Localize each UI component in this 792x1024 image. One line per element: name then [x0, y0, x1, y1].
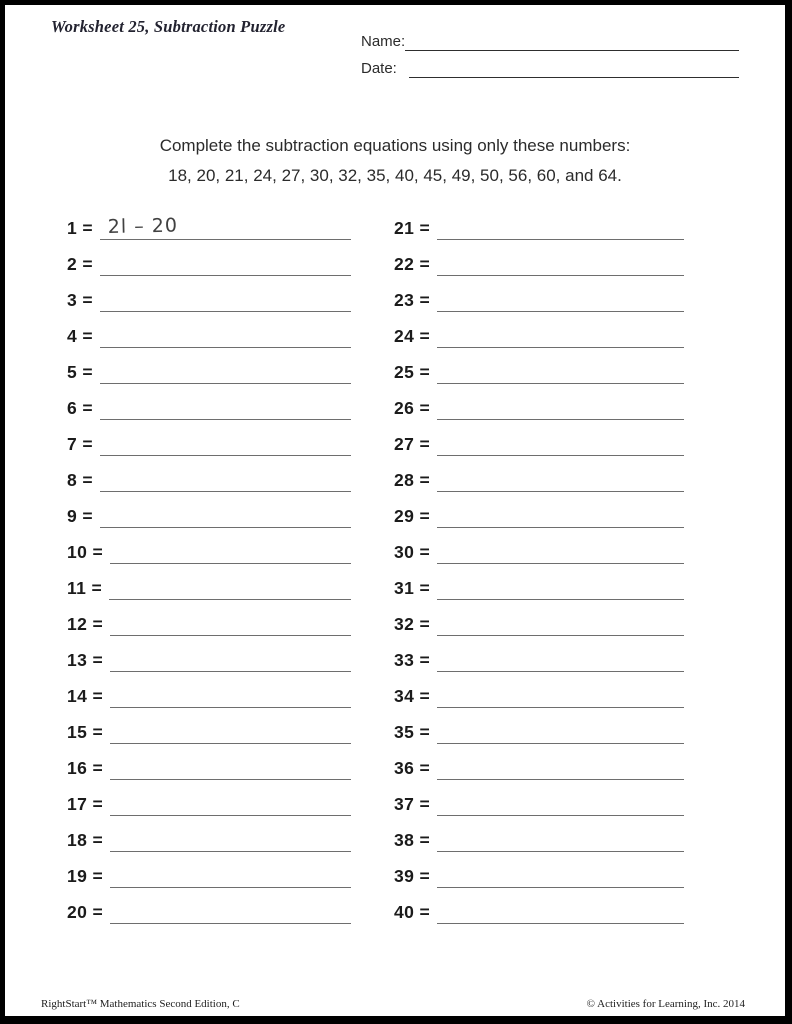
equation-row: [67, 209, 351, 245]
equation-row: [394, 821, 684, 857]
answer-blank-line[interactable]: [110, 681, 351, 708]
equation-row: [394, 605, 684, 641]
answer-blank-line[interactable]: [100, 213, 351, 240]
answer-blank-line[interactable]: [437, 393, 684, 420]
equation-row: [394, 281, 684, 317]
equation-row: [67, 497, 351, 533]
answer-blank-line[interactable]: [437, 825, 684, 852]
footer-edition-text: RightStart™ Mathematics Second Edition, C: [41, 998, 240, 1010]
answer-blank-line[interactable]: [437, 681, 684, 708]
worksheet-page: [5, 5, 785, 1016]
answer-blank-line[interactable]: [100, 357, 351, 384]
equation-row: [67, 749, 351, 785]
answer-blank-line[interactable]: [437, 861, 684, 888]
name-label: Name:: [361, 33, 406, 50]
answer-blank-line[interactable]: [437, 465, 684, 492]
equation-number-label: 37 =: [394, 793, 431, 814]
equation-row: [67, 245, 351, 281]
equation-number-label: 26 =: [394, 397, 431, 418]
answer-blank-line[interactable]: [100, 321, 351, 348]
equation-row: [67, 677, 351, 713]
equation-row: [67, 281, 351, 317]
name-field-row: [361, 24, 739, 51]
equation-number-label: 11 =: [67, 577, 103, 598]
handwritten-answer: 2l – 20: [107, 214, 179, 238]
equation-row: [67, 461, 351, 497]
equation-row: [67, 821, 351, 857]
equation-number-label: 17 =: [67, 793, 104, 814]
equation-number-label: 12 =: [67, 613, 104, 634]
equation-number-label: 1 =: [67, 217, 94, 238]
footer-copyright-text: © Activities for Learning, Inc. 2014: [586, 998, 745, 1010]
equation-number-label: 20 =: [67, 901, 104, 922]
answer-blank-line[interactable]: [437, 285, 684, 312]
equation-number-label: 38 =: [394, 829, 431, 850]
equation-row: [394, 713, 684, 749]
equation-row: [67, 533, 351, 569]
answer-blank-line[interactable]: [437, 537, 684, 564]
page-footer: [5, 998, 785, 1010]
equation-row: [67, 893, 351, 929]
equation-number-label: 19 =: [67, 865, 104, 886]
equation-number-label: 21 =: [394, 217, 431, 238]
answer-blank-line[interactable]: [100, 393, 351, 420]
equation-number-label: 23 =: [394, 289, 431, 310]
equation-number-label: 3 =: [67, 289, 94, 310]
equation-number-label: 39 =: [394, 865, 431, 886]
answer-blank-line[interactable]: [100, 285, 351, 312]
equation-number-label: 7 =: [67, 433, 94, 454]
answer-blank-line[interactable]: [110, 789, 351, 816]
worksheet-title: Worksheet 25, Subtraction Puzzle: [51, 17, 286, 36]
equation-number-label: 13 =: [67, 649, 104, 670]
answer-blank-line[interactable]: [100, 249, 351, 276]
answer-blank-line[interactable]: [437, 357, 684, 384]
answer-blank-line[interactable]: [437, 609, 684, 636]
answer-blank-line[interactable]: [437, 249, 684, 276]
equation-number-label: 29 =: [394, 505, 431, 526]
equation-row: [67, 425, 351, 461]
answer-blank-line[interactable]: [100, 429, 351, 456]
answer-blank-line[interactable]: [110, 537, 351, 564]
equation-row: [67, 713, 351, 749]
answer-blank-line[interactable]: [437, 645, 684, 672]
equation-row: [394, 569, 684, 605]
answer-blank-line[interactable]: [437, 321, 684, 348]
equation-number-label: 30 =: [394, 541, 431, 562]
equation-row: [394, 677, 684, 713]
answer-blank-line[interactable]: [100, 501, 351, 528]
answer-blank-line[interactable]: [109, 573, 351, 600]
equation-number-label: 6 =: [67, 397, 94, 418]
instructions-line-1: Complete the subtraction equations using only these numbers:: [159, 136, 631, 155]
answer-blank-line[interactable]: [110, 897, 351, 924]
date-label: Date:: [361, 60, 397, 77]
equation-number-label: 24 =: [394, 325, 431, 346]
equation-number-label: 16 =: [67, 757, 104, 778]
equation-number-label: 27 =: [394, 433, 431, 454]
equation-row: [67, 785, 351, 821]
equation-row: [394, 317, 684, 353]
equation-number-label: 32 =: [394, 613, 431, 634]
answer-blank-line[interactable]: [437, 213, 684, 240]
equation-row: [67, 857, 351, 893]
equation-row: [394, 353, 684, 389]
equation-number-label: 40 =: [394, 901, 431, 922]
answer-blank-line[interactable]: [100, 465, 351, 492]
answer-blank-line[interactable]: [437, 717, 684, 744]
answer-blank-line[interactable]: [437, 501, 684, 528]
equation-number-label: 5 =: [67, 361, 94, 382]
equation-number-label: 25 =: [394, 361, 431, 382]
equation-number-label: 10 =: [67, 541, 104, 562]
date-field-row: [361, 51, 739, 78]
equation-number-label: 9 =: [67, 505, 94, 526]
equation-number-label: 36 =: [394, 757, 431, 778]
equation-number-label: 33 =: [394, 649, 431, 670]
equation-row: [394, 389, 684, 425]
equation-row: [67, 569, 351, 605]
equation-row: [67, 641, 351, 677]
equation-number-label: 2 =: [67, 253, 94, 274]
answer-blank-line[interactable]: [437, 429, 684, 456]
answer-blank-line[interactable]: [437, 753, 684, 780]
answer-blank-line[interactable]: [110, 825, 351, 852]
equation-number-label: 31 =: [394, 577, 431, 598]
equation-row: [67, 605, 351, 641]
instructions-line-2: 18, 20, 21, 24, 27, 30, 32, 35, 40, 45, 49, 50, 56, 60, and 64.: [168, 166, 622, 185]
equation-row: [394, 857, 684, 893]
answer-blank-line[interactable]: [110, 717, 351, 744]
equation-row: [394, 461, 684, 497]
answer-blank-line[interactable]: [110, 645, 351, 672]
equation-row: [394, 497, 684, 533]
equation-number-label: 28 =: [394, 469, 431, 490]
answer-blank-line[interactable]: [110, 861, 351, 888]
instructions: [5, 131, 785, 191]
equation-number-label: 18 =: [67, 829, 104, 850]
equation-row: [394, 425, 684, 461]
equation-row: [67, 389, 351, 425]
answer-blank-line[interactable]: [437, 573, 684, 600]
equation-row: [394, 245, 684, 281]
equations-right-column: [394, 209, 684, 929]
equation-number-label: 8 =: [67, 469, 94, 490]
answer-blank-line[interactable]: [437, 897, 684, 924]
equation-row: [394, 749, 684, 785]
equation-row: [67, 353, 351, 389]
date-blank-line[interactable]: [409, 61, 739, 78]
equation-row: [394, 893, 684, 929]
equation-row: [67, 317, 351, 353]
equation-row: [394, 533, 684, 569]
answer-blank-line[interactable]: [437, 789, 684, 816]
name-blank-line[interactable]: [405, 34, 739, 51]
equation-number-label: 22 =: [394, 253, 431, 274]
equation-row: [394, 641, 684, 677]
answer-blank-line[interactable]: [110, 753, 351, 780]
equations-left-column: [67, 209, 351, 929]
equation-number-label: 14 =: [67, 685, 104, 706]
equation-number-label: 4 =: [67, 325, 94, 346]
name-date-block: [361, 24, 739, 78]
equation-row: [394, 785, 684, 821]
equation-row: [394, 209, 684, 245]
equation-number-label: 35 =: [394, 721, 431, 742]
equation-number-label: 15 =: [67, 721, 104, 742]
equation-number-label: 34 =: [394, 685, 431, 706]
answer-blank-line[interactable]: [110, 609, 351, 636]
